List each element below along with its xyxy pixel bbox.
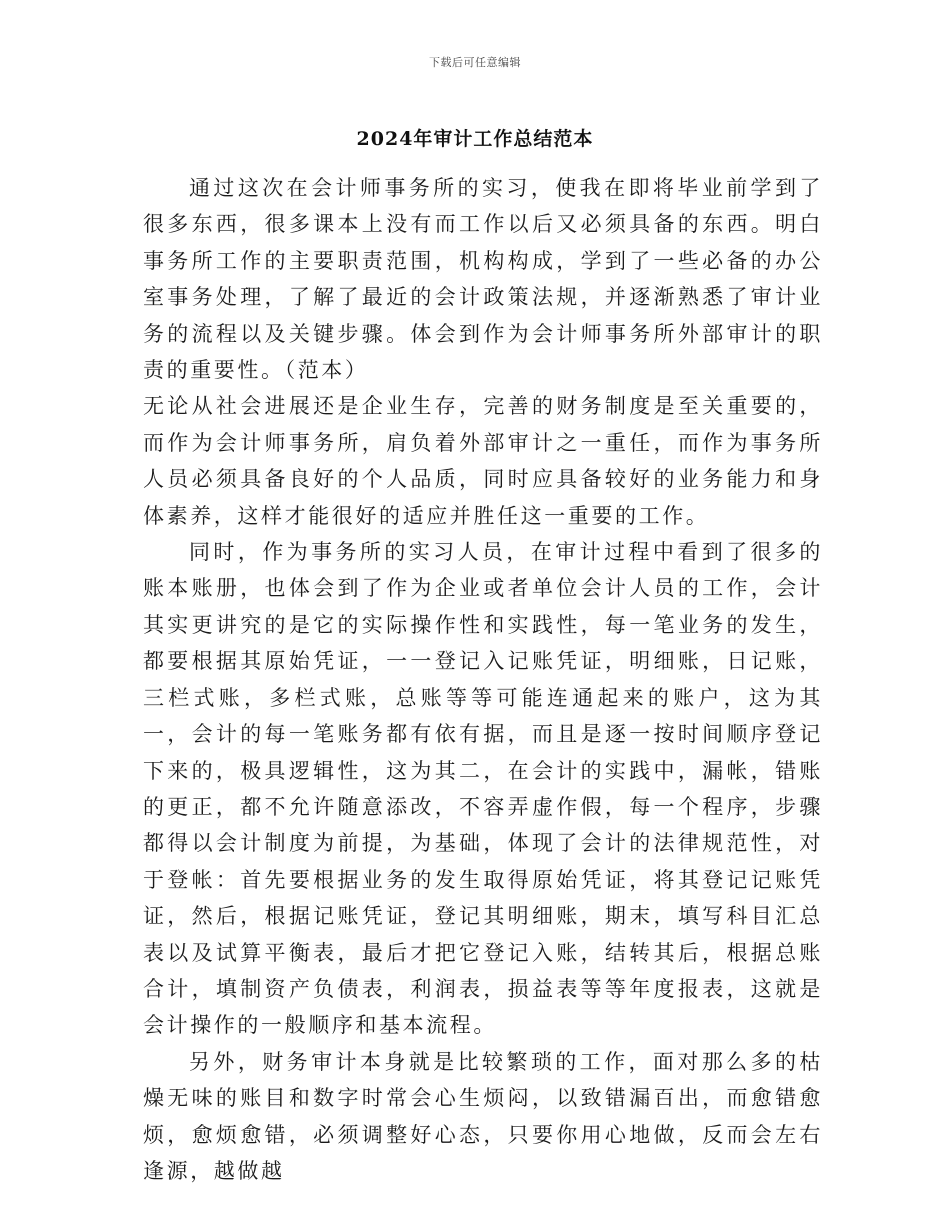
page-title: 2024年审计工作总结范本: [356, 128, 594, 150]
paragraph-intro: 通过这次在会计师事务所的实习，使我在即将毕业前学到了很多东西，很多课本上没有而工作以后又必须具备的东西。明白事务所工作的主要职责范围，机构构成，学到了一些必备的办公室事务处理，了解了最近的会计政策法规，并逐渐熟悉了审计业务的流程以及关键步骤。体会到作为会计师事务所外部审计的职责的重要性。（范本）: [143, 176, 823, 383]
header-note: 下载后可任意编辑: [429, 56, 521, 69]
paragraph-practice: 同时，作为事务所的实习人员，在审计过程中看到了很多的账本账册，也体会到了作为企业或者单位会计人员的工作，会计其实更讲究的是它的实际操作性和实践性，每一笔业务的发生，都要根据其原始凭证，一一登记入记账凭证，明细账，日记账，三栏式账，多栏式账，总账等等可能连通起来的账户，这为其一，会计的每一笔账务都有依有据，而且是逐一按时间顺序登记下来的，极具逻辑性，这为其二，在会计的实践中，漏帐，错账的更正，都不允许随意添改，不容弄虚作假，每一个程序，步骤都得以会计制度为前提，为基础，体现了会计的法律规范性，对于登帐：首先要根据业务的发生取得原始凭证，将其登记记账凭证，然后，根据记账凭证，登记其明细账，期末，填写科目汇总表以及试算平衡表，最后才把它登记入账，结转其后，根据总账合计，填制资产负债表，利润表，损益表等等年度报表，这就是会计操作的一般顺序和基本流程。: [143, 540, 823, 1038]
paragraph-mindset: 另外，财务审计本身就是比较繁琐的工作，面对那么多的枯燥无味的账目和数字时常会心生烦闷，以致错漏百出，而愈错愈烦，愈烦愈错，必须调整好心态，只要你用心地做，反而会左右逢源，越做越: [143, 1049, 823, 1183]
paragraph-importance: 无论从社会进展还是企业生存，完善的财务制度是至关重要的，而作为会计师事务所，肩负着外部审计之一重任，而作为事务所人员必须具备良好的个人品质，同时应具备较好的业务能力和身体素养，这样才能很好的适应并胜任这一重要的工作。: [143, 394, 823, 528]
document-body: [143, 170, 823, 1189]
